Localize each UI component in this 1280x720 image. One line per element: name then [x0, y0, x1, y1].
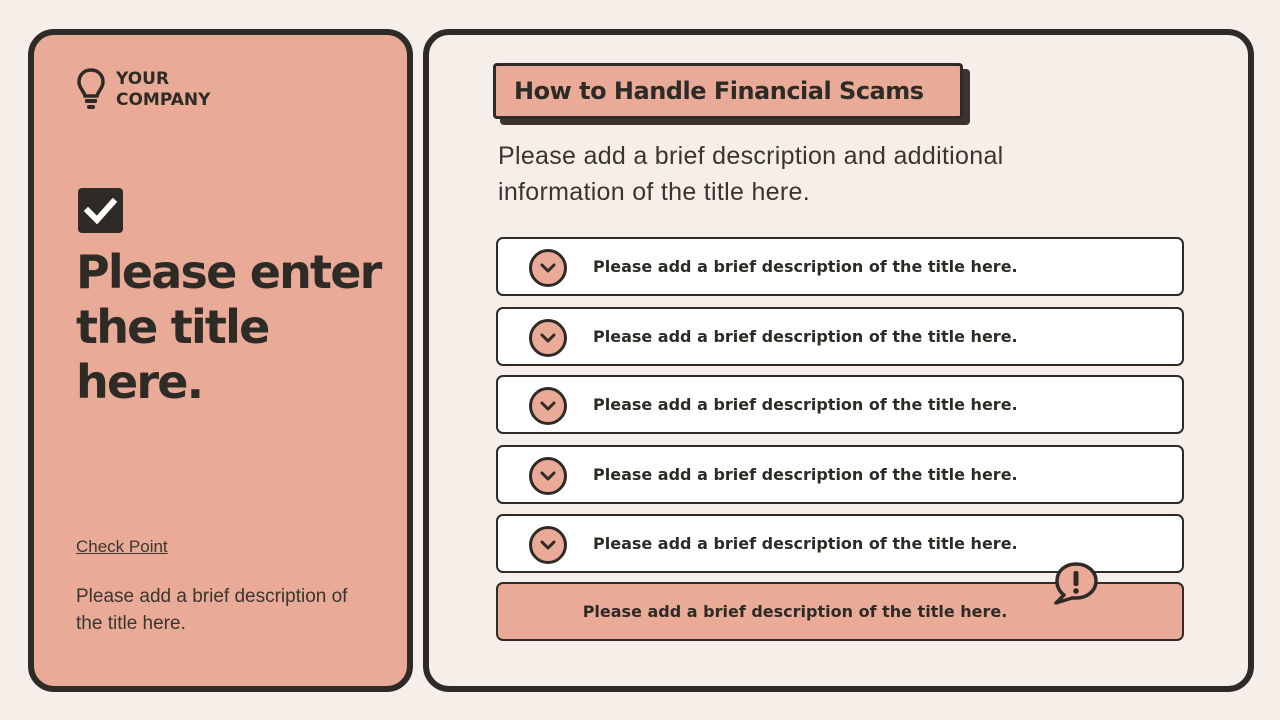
list-item-text: Please add a brief description of the title here. [593, 465, 1018, 484]
list-item[interactable] [496, 237, 1184, 296]
chevron-down-icon[interactable] [529, 319, 567, 357]
list-item-text: Please add a brief description of the title here. [593, 395, 1018, 414]
exclamation-bubble-icon [1052, 561, 1100, 607]
lightbulb-icon [76, 67, 106, 111]
intro-text: Please add a brief description and additional information of the title here. [498, 142, 1004, 206]
checkbox-icon [78, 188, 123, 233]
list-item-text: Please add a brief description of the title here. [593, 534, 1018, 553]
chevron-down-icon[interactable] [529, 387, 567, 425]
checkpoint-link[interactable]: Check Point [76, 537, 168, 556]
main-title: Please enter the title here. [76, 245, 381, 409]
chevron-down-icon[interactable] [529, 457, 567, 495]
list-item[interactable] [496, 307, 1184, 366]
list-item[interactable] [496, 375, 1184, 434]
left-panel [28, 29, 413, 692]
left-description: Please add a brief description of the title here. [76, 586, 348, 634]
chevron-down-icon[interactable] [529, 526, 567, 564]
alert-text: Please add a brief description of the title here. [582, 602, 1008, 621]
company-logo [76, 67, 210, 111]
chevron-down-icon[interactable] [529, 249, 567, 287]
list-item-text: Please add a brief description of the title here. [593, 327, 1018, 346]
company-name: YOUR COMPANY [116, 69, 211, 110]
header-box [493, 63, 963, 119]
list-item[interactable] [496, 445, 1184, 504]
list-item-text: Please add a brief description of the title here. [593, 257, 1018, 276]
page-title: How to Handle Financial Scams [514, 77, 924, 105]
